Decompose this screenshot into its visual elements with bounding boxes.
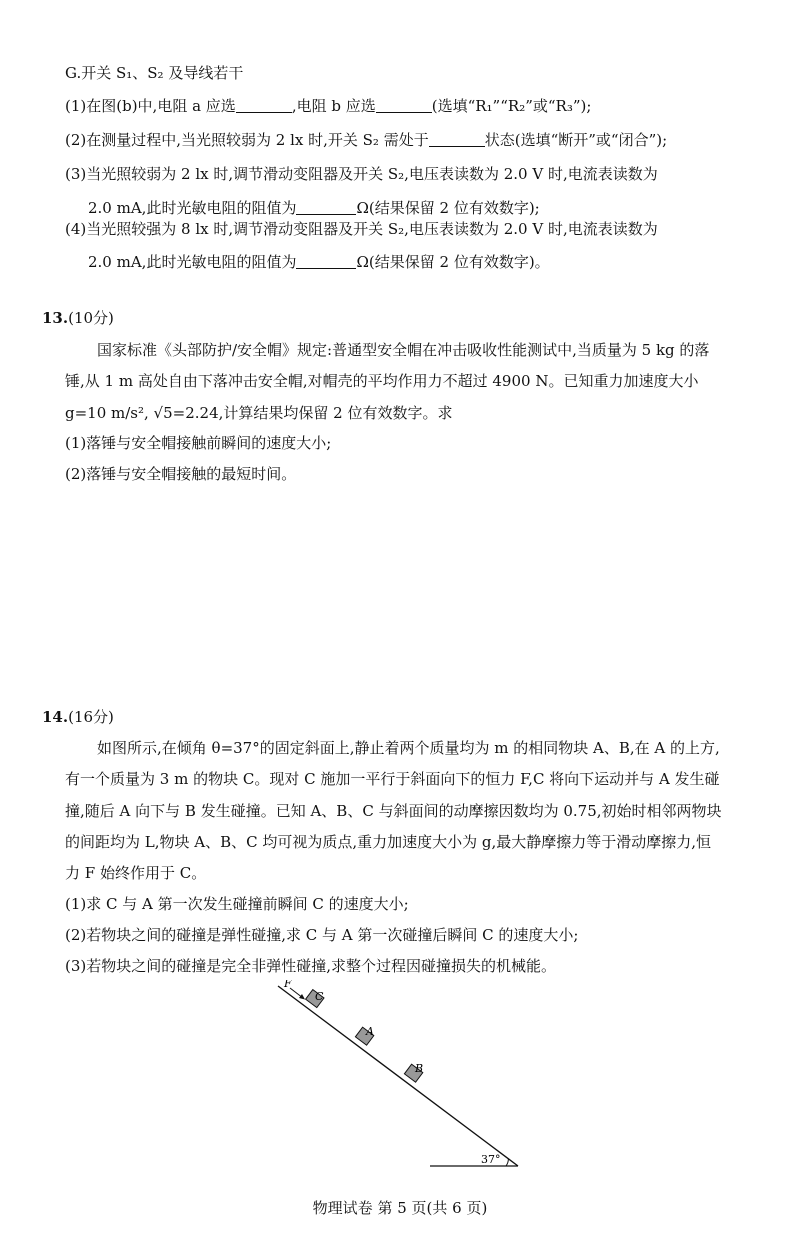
answer-blank[interactable]: [296, 252, 356, 269]
q14-score: (16分): [68, 708, 114, 726]
page-footer: 物理试卷 第 5 页(共 6 页): [312, 1199, 488, 1217]
q12-part1-text-c: (选填“R₁”“R₂”或“R₃”);: [431, 97, 592, 115]
q13-part1: (1)落锤与安全帽接触前瞬间的速度大小;: [65, 434, 332, 452]
q14-part3: (3)若物块之间的碰撞是完全非弹性碰撞,求整个过程因碰撞损失的机械能。: [65, 957, 557, 975]
q13-header: [42, 307, 114, 329]
incline-diagram: [270, 980, 530, 1180]
q13-number: 13.: [42, 309, 69, 327]
q12-part4-text-b: Ω(结果保留 2 位有效数字)。: [356, 253, 550, 271]
q13-part2: (2)落锤与安全帽接触的最短时间。: [65, 465, 297, 483]
q12-part3-line1: (3)当光照较弱为 2 lx 时,调节滑动变阻器及开关 S₂,电压表读数为 2.0 V 时,电流表读数为: [65, 165, 658, 183]
answer-blank[interactable]: [296, 198, 356, 215]
block-a-label: A: [366, 1025, 374, 1038]
q14-header: [42, 706, 114, 728]
q12-part1-text-a: (1)在图(b)中,电阻 a 应选: [65, 97, 236, 115]
q13-line1: 国家标准《头部防护/安全帽》规定:普通型安全帽在冲击吸收性能测试中,当质量为 5 kg 的落: [97, 341, 710, 359]
q14-line1: 如图所示,在倾角 θ=37°的固定斜面上,静止着两个质量均为 m 的相同物块 A、B,在 A 的上方,: [97, 739, 720, 757]
q14-line3: 撞,随后 A 向下与 B 发生碰撞。已知 A、B、C 与斜面间的动摩擦因数均为 0.75,初始时相邻两物块: [65, 802, 722, 820]
answer-blank[interactable]: [236, 96, 292, 113]
force-label: F: [284, 980, 292, 990]
q14-part1: (1)求 C 与 A 第一次发生碰撞前瞬间 C 的速度大小;: [65, 895, 409, 913]
q12-part3-line2: [88, 197, 540, 219]
block-b-label: B: [415, 1062, 424, 1075]
q12-part3-text-b: Ω(结果保留 2 位有效数字);: [356, 199, 540, 217]
q14-line2: 有一个质量为 3 m 的物块 C。现对 C 施加一平行于斜面向下的恒力 F,C 将向下运动并与 A 发生碰: [65, 770, 720, 788]
q12-part4-line2: [88, 251, 550, 273]
answer-blank[interactable]: [376, 96, 432, 113]
q14-number: 14.: [42, 708, 69, 726]
q12-part1-text-b: ,电阻 b 应选: [291, 97, 376, 115]
q14-line4: 的间距均为 L,物块 A、B、C 均可视为质点,重力加速度大小为 g,最大静摩擦力等于滑动摩擦力,恒: [65, 833, 712, 851]
answer-blank[interactable]: [429, 130, 485, 147]
q12-part4-text-a: 2.0 mA,此时光敏电阻的阻值为: [88, 253, 297, 271]
q14-line5: 力 F 始终作用于 C。: [65, 864, 207, 882]
q12-part2-text-b: 状态(选填“断开”或“闭合”);: [484, 131, 668, 149]
incline-line: [278, 986, 518, 1166]
q14-part2: (2)若物块之间的碰撞是弹性碰撞,求 C 与 A 第一次碰撞后瞬间 C 的速度大小;: [65, 926, 579, 944]
q13-line3: g=10 m/s², √5=2.24,计算结果均保留 2 位有效数字。求: [65, 404, 453, 422]
q12-part3-text-a: 2.0 mA,此时光敏电阻的阻值为: [88, 199, 297, 217]
q12-part2-text-a: (2)在测量过程中,当光照较弱为 2 lx 时,开关 S₂ 需处于: [65, 131, 429, 149]
block-c-label: C: [315, 990, 324, 1003]
q12-part4-line1: (4)当光照较强为 8 lx 时,调节滑动变阻器及开关 S₂,电压表读数为 2.0 V 时,电流表读数为: [65, 220, 658, 238]
q13-score: (10分): [68, 309, 114, 327]
q12-part1: [65, 95, 591, 117]
angle-label: 37°: [481, 1153, 501, 1166]
q12-part2: [65, 129, 667, 151]
q13-line2: 锤,从 1 m 高处自由下落冲击安全帽,对帽壳的平均作用力不超过 4900 N。已知重力加速度大小: [65, 372, 699, 390]
angle-arc: [506, 1159, 508, 1166]
q12-item-g: G.开关 S₁、S₂ 及导线若干: [65, 64, 244, 82]
force-arrowhead: [299, 994, 305, 1000]
